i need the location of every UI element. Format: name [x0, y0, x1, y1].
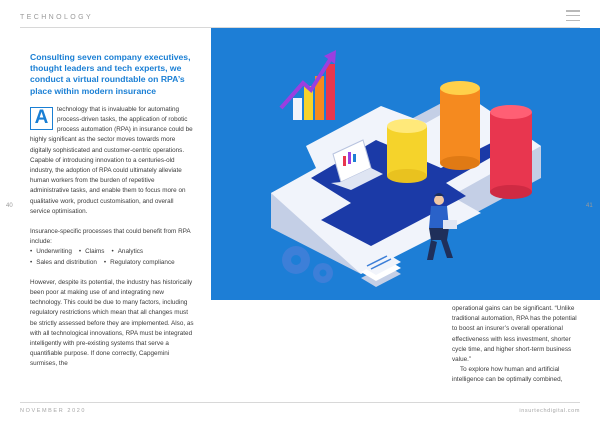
drop-cap: A: [30, 107, 53, 130]
paragraph-text: technology that is invaluable for automating process-driven tasks, the application of robotic process automation (RPA) in insurance could be highly significant as the sector moves towards more digitally sophisticated and customer-centric operations. Capable of introducing innovation to a centuries-old industry, the adoption of RPA could ultimately alleviate human workers from the burden of repetitive administrative tasks, and enable them to focus more on qualitative work, product customisation, and overall service optimisation.: [30, 105, 193, 215]
article-paragraph-3: However, despite its potential, the industry has historically been poor at making use of and integrating new technology. This could be due to many factors, including regulatory restrictions which mean that all changes must be strictly assessed before they are implemented. Also, as with all technological innovations, RPA must be integrated intelligently with pre-existing systems that serve a quantifiable purpose. If done correctly, Capgemini surmises, the: [30, 278, 194, 368]
page-number-left: 40: [6, 203, 13, 209]
article-paragraph-2: Insurance-specific processes that could benefit from RPA include:: [30, 228, 191, 246]
bar-chart-graphic: [281, 50, 336, 120]
list-item: • Analytics: [111, 247, 143, 257]
article-paragraph-4: operational gains can be significant. “Unlike traditional automation, RPA has the potential to boost an insurer’s overall operational effectiveness with less investment, shorter cycle time, and higher short-term business value.”: [452, 305, 577, 364]
footer-site-link[interactable]: insurtechdigital.com: [519, 408, 580, 414]
article-paragraph-5: To explore how human and artificial intelligence can be optimally combined,: [452, 366, 563, 384]
list-item: • Claims: [79, 247, 105, 257]
red-cylinder: [490, 105, 532, 199]
list-item: • Sales and distribution: [30, 258, 97, 268]
yellow-cylinder: [387, 119, 427, 183]
footer-date: NOVEMBER 2020: [20, 408, 87, 414]
process-list: [30, 247, 194, 267]
right-column: [452, 304, 582, 386]
hamburger-menu-icon[interactable]: [566, 10, 580, 21]
footer-divider: [20, 402, 580, 403]
page-number-right: 41: [586, 203, 593, 209]
section-label: TECHNOLOGY: [20, 14, 94, 21]
article-paragraph-1: [30, 105, 194, 217]
hero-illustration: [211, 28, 600, 300]
intro-heading: Consulting seven company executives, thought leaders and tech experts, we conduct a virtual roundtable on RPA’s place within modern insurance: [30, 52, 191, 96]
orange-cylinder: [440, 81, 480, 170]
list-item: • Underwriting: [30, 247, 72, 257]
list-item: • Regulatory compliance: [104, 258, 175, 268]
left-column: [30, 52, 194, 370]
rpa-isometric-illustration: [211, 28, 600, 300]
